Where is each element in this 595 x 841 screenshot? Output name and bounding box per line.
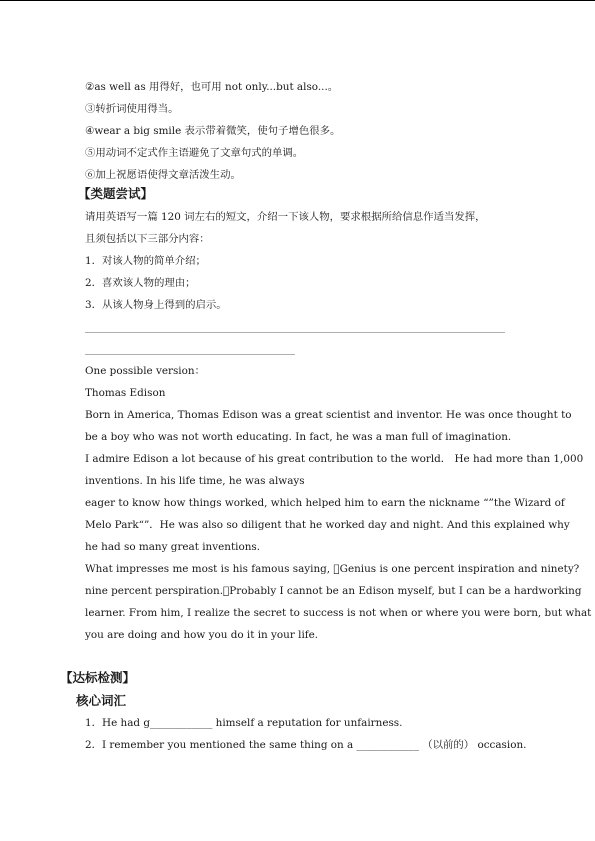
- essay-line: inventions. In his life time, he was always: [85, 475, 305, 487]
- point-item: ③转折词使用得当。: [85, 103, 179, 115]
- section-title-practice: 【类题尝试】: [78, 186, 154, 201]
- essay-line: nine percent perspiration. Probably I cannot be an Edison myself, but I can be a hardworking: [85, 585, 582, 597]
- essay-line: eager to know how things worked, which helped him to earn the nickname “”the Wizard of: [85, 497, 565, 509]
- task-intro: 请用英语写一篇 120 词左右的短文，介绍一下该人物，要求根据所给信息作适当发挥，: [85, 211, 486, 223]
- task-item: 3．从该人物身上得到的启示。: [85, 299, 227, 311]
- page-top-rule: [0, 0, 595, 1]
- section-title-test: 【达标检测】: [60, 670, 136, 685]
- essay-version-label: One possible version：: [85, 365, 205, 377]
- essay-line: be a boy who was not worth educating. In fact, he was a man full of imagination.: [85, 431, 512, 443]
- subsection-title-vocab: 核心词汇: [76, 693, 127, 708]
- essay-line: Born in America, Thomas Edison was a great scientist and inventor. He was once thought to: [85, 409, 572, 421]
- essay-title: Thomas Edison: [85, 387, 166, 399]
- task-item: 1．对该人物的简单介绍；: [85, 255, 206, 267]
- point-item: ②as well as 用得好，也可用 not only...but also...。: [85, 81, 339, 93]
- exercise-block: [85, 712, 545, 756]
- essay-line: What impresses me most is his famous saying,  Genius is one percent inspiration and ninety?: [85, 563, 580, 575]
- essay-line: you are doing and how you do it in your life.: [85, 629, 319, 641]
- essay-line: he had so many great inventions.: [85, 541, 261, 553]
- document-body: [85, 76, 545, 186]
- task-item: 2．喜欢该人物的理由；: [85, 277, 196, 289]
- writing-line: [85, 332, 505, 333]
- point-item: ⑥加上祝愿语使得文章活泼生动。: [85, 169, 241, 181]
- exercise-item: 2．I remember you mentioned the same thing on a ____________ （以前的） occasion.: [85, 739, 527, 751]
- task-intro: 且须包括以下三部分内容：: [85, 233, 210, 245]
- essay-line: Melo Park“”．He was also so diligent that he worked day and night. And this explained why: [85, 519, 570, 531]
- task-block: [85, 206, 545, 316]
- essay-block: [85, 360, 592, 646]
- writing-line: [85, 354, 295, 355]
- essay-line: I admire Edison a lot because of his great contribution to the world． He had more than 1,000: [85, 453, 584, 465]
- point-item: ⑤用动词不定式作主语避免了文章句式的单调。: [85, 147, 304, 159]
- essay-line: learner. From him, I realize the secret to success is not when or where you were born, but what: [85, 607, 592, 619]
- point-item: ④wear a big smile 表示带着微笑，使句子增色很多。: [85, 125, 341, 137]
- exercise-item: 1．He had g____________ himself a reputation for unfairness.: [85, 717, 403, 729]
